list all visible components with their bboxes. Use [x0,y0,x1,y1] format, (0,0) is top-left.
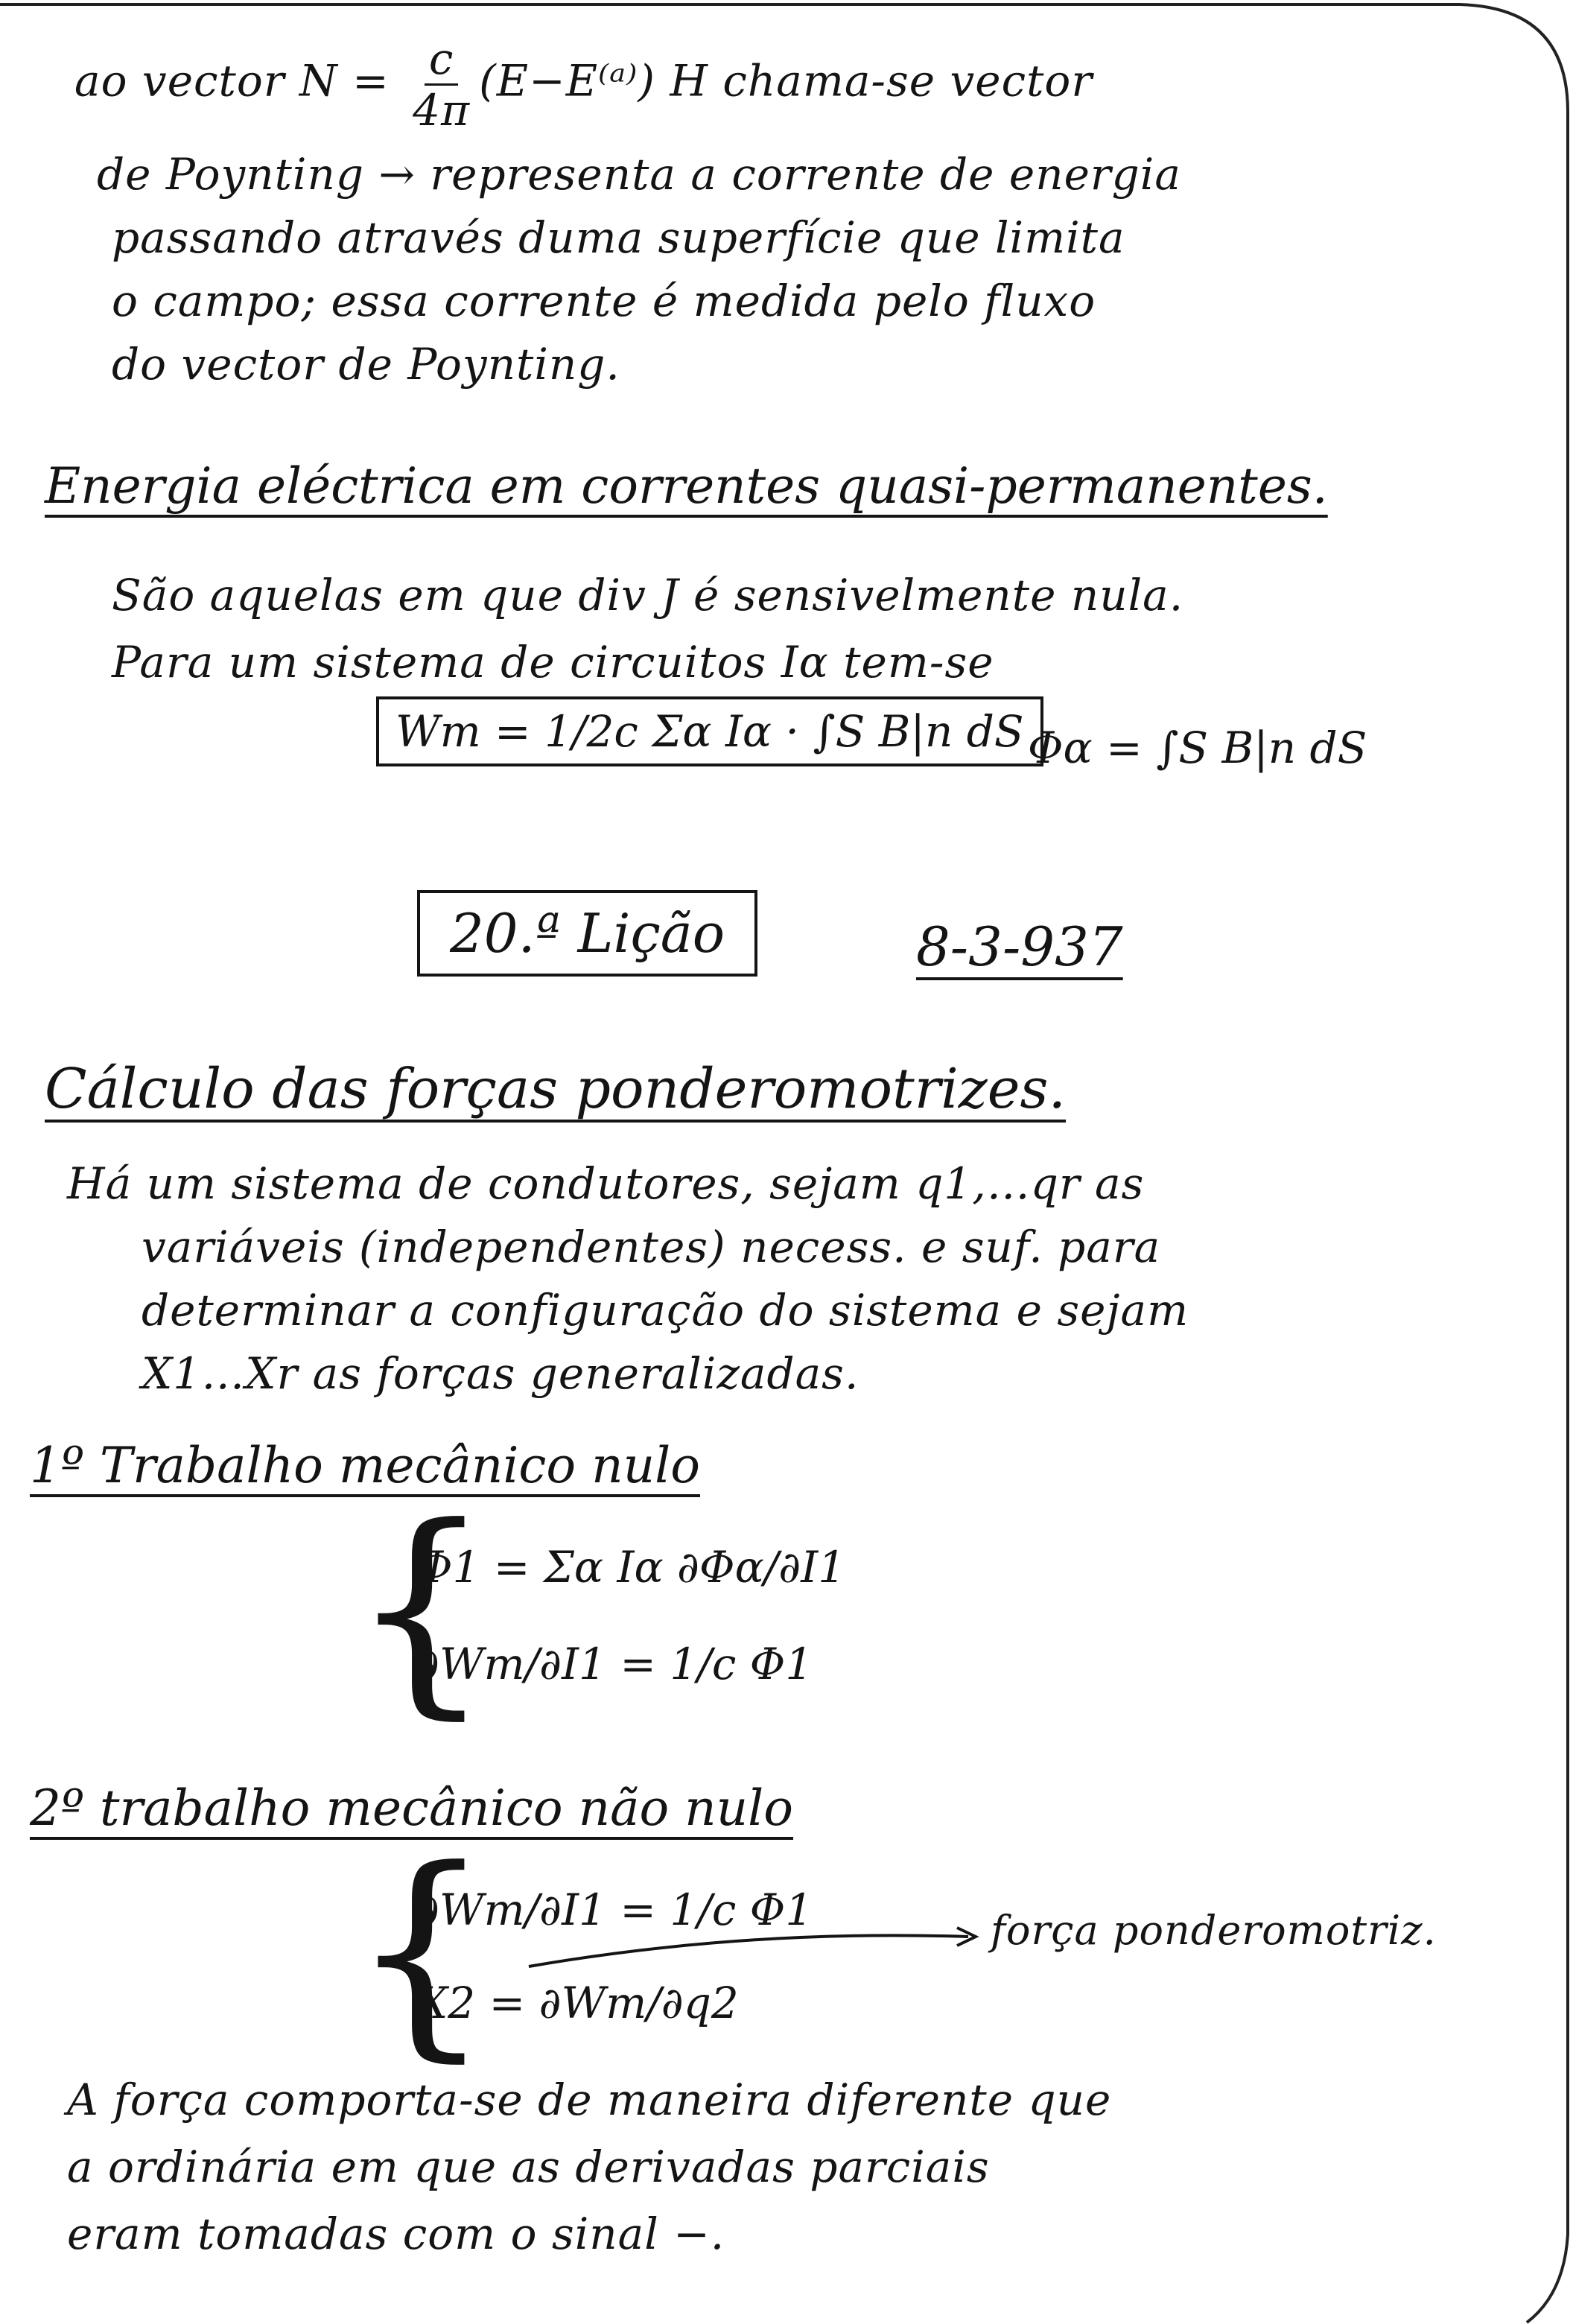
case1-brace: { [350,1479,492,1739]
text-line-1 [74,34,1093,136]
case1-equation-1: Φ1 = Σα Iα ∂Φα/∂I1 [417,1542,846,1593]
section2-line-2: variáveis (independentes) necess. e suf. para [142,1222,1161,1272]
force-label: força ponderomotriz. [991,1907,1437,1954]
text-line-2: de Poynting → representa a corrente de energia [97,149,1181,200]
section2-line-3: determinar a configuração do sistema e sejam [142,1285,1189,1336]
lesson-date: 8-3-937 [916,915,1123,978]
boxed-formula-wm: Wm = 1/2c Σα Iα · ∫S B|n dS [376,696,1043,766]
section-heading-forces: Cálculo das forças ponderomotrizes. [45,1057,1067,1121]
case1-equation-2: ∂Wm/∂I1 = 1/c Φ1 [417,1639,813,1689]
arrow-to-label [521,1907,983,1974]
fraction-c-over-4pi: $\frac{c}{4\pi}$ [413,34,471,136]
text-line-5: do vector de Poynting. [112,339,620,390]
section-heading-energy: Energia eléctrica em correntes quasi-permanentes. [45,457,1328,515]
case2-heading: 2º trabalho mecânico não nulo [30,1779,794,1837]
closing-line-1: A força comporta-se de maneira diferente que [67,2074,1112,2125]
case2-equation-2: X2 = ∂Wm/∂q2 [417,1978,739,2028]
case2-equation-1: ∂Wm/∂I1 = 1/c Φ1 [417,1885,813,1935]
lesson-title-box: 20.ª Lição [417,890,757,977]
closing-line-3: eram tomadas com o sinal −. [67,2209,725,2259]
closing-line-2: a ordinária em que as derivadas parciais [67,2142,990,2192]
case1-heading: 1º Trabalho mecânico nulo [30,1437,700,1494]
section1-line-1: São aquelas em que div J é sensivelmente nula. [112,570,1184,620]
line-1-end: (E−E⁽ᵃ⁾) H chama-se vector [479,55,1093,107]
line-1-start: ao vector N = [74,55,404,107]
section1-line-2: Para um sistema de circuitos Iα tem-se [112,637,994,688]
section2-line-1: Há um sistema de condutores, sejam q1,…qr as [67,1158,1145,1209]
text-line-4: o campo; essa corrente é medida pelo fluxo [112,276,1096,326]
section2-line-4: X1…Xr as forças generalizadas. [142,1348,859,1399]
formula-phi-alpha: Φα = ∫S B|n dS [1028,723,1367,773]
case2-brace: { [350,1821,492,2081]
text-line-3: passando através duma superfície que limita [112,212,1125,263]
